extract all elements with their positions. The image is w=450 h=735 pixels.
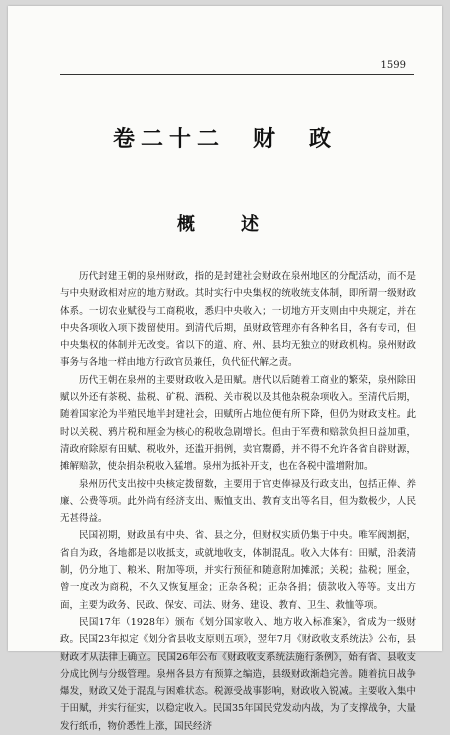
paragraph: 历代王朝在泉州的主要财政收入是田赋。唐代以后随着工商业的繁荣，泉州除田赋以外还有茶税、盐税、矿税、酒税、关市税以及其他杂税杂项收入。至清代后期，随着国家沦为半殖民地半封建社会，田赋所占地位便有所下降，但仍为财政支柱。此时以关税、鸦片税和厘金为核心的税收急剧增长。但由于军费和赔款负担日益加重，清政府除原有田赋、税收外，还滥开捐例，卖官鬻爵，并不得不允许各省自辟财源，摊解赔款，使杂捐杂税收入猛增。泉州为抵补开支，也在各税中滥增附加。 (60, 374, 416, 473)
body-text (60, 268, 416, 735)
book-page (8, 6, 442, 732)
paragraph: 民国17年（1928年）颁布《划分国家收入、地方收入标准案》，省成为一级财政。民国23年拟定《划分省县收支原则五项》，翌年7月《财政收支系统法》公布，县财政才从法律上确立。民国26年公布《财政收支系统法施行条例》，始有省、县收支分成比例与分级管理。泉州各县方有预算之编造，县级财政渐趋完善。随着抗日战争爆发，财政又处于混乱与困难状态。税源受战事影响，财政收入锐减。主要收入集中于田赋，并实行征实，以稳定收入。民国35年国民党发动内战，为了支撑战争，大量发行纸币，物价悉性上涨，国民经济 (60, 616, 416, 732)
chapter-title: 卷二十二 财 政 (112, 126, 337, 152)
paragraph: 民国初期，财政虽有中央、省、县之分，但财权实质仍集于中央。唯军阀割据，省自为政，各地都是以收抵支，或就地收支，体制混乱。收入大体有：田赋，沿袭清制，仍分地丁、粮米、附加等项，并实行预征和随意附加摊派；关税；盐税；厘金，曾一度改为商税，不久又恢复厘金；正杂各税；正杂各捐；债款收入等等。支出方面，主要为政务、民政、保安、司法、财务、建设、教育、卫生、救恤等项。 (60, 530, 416, 611)
page-number: 1599 (380, 60, 406, 71)
header-rule (60, 74, 414, 75)
section-title: 概 述 (177, 214, 273, 235)
paragraph: 历代封建王朝的泉州财政，指的是封建社会财政在泉州地区的分配活动，而不是与中央财政相对应的地方财政。其时实行中央集权的统收统支体制，即所谓一级财政体系。一切农业赋役与工商税收，悉归中央收入；一切地方开支则由中央规定，并在中央各项收入项下拨留使用。到清代后期，虽财政管理亦有各种名目，各有专司，但中央集权的体制并无改变。省以下的道、府、州、县均无独立的财政机构。泉州财政事务与各地一样由地方行政官员兼任，负代征代解之责。 (60, 271, 416, 369)
paragraph: 泉州历代支出按中央核定拨留数，主要用于官吏俸禄及行政支出，包括正俸、养廉、公费等项。此外尚有经济支出、赈恤支出、教育支出等名目，但为数极少，人民无甚得益。 (60, 478, 416, 525)
